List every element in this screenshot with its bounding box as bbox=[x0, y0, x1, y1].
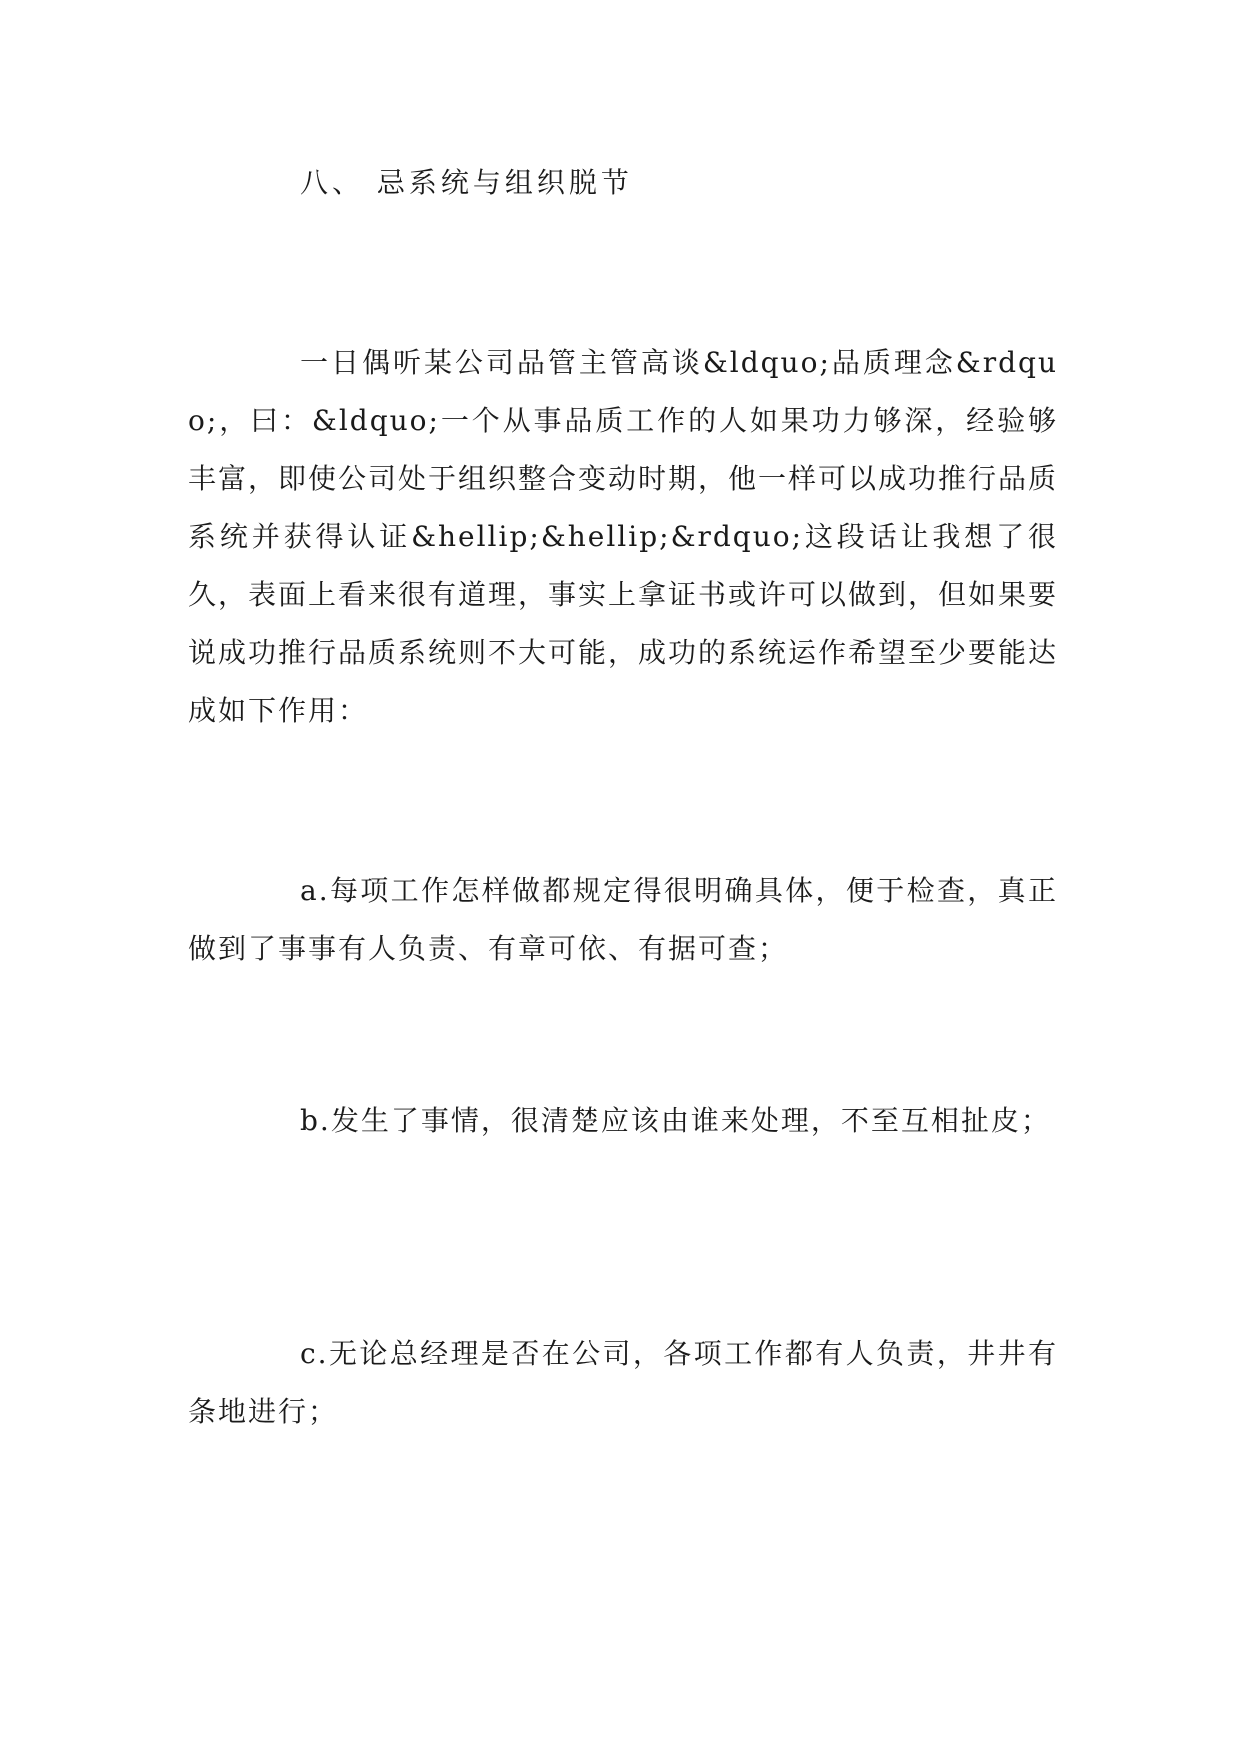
paragraph-item-a: a.每项工作怎样做都规定得很明确具体，便于检查，真正做到了事事有人负责、有章可依、有据可查； bbox=[188, 874, 1058, 965]
paragraph-intro: 一日偶听某公司品管主管高谈&ldquo;品质理念&rdquo;，曰：&ldquo;一个从事品质工作的人如果功力够深，经验够丰富，即使公司处于组织整合变动时期，他一样可以成功推行品质系统并获得认证&hellip;&hellip;&rdquo;这段话让我想了很久，表面上看来很有道理，事实上拿证书或许可以做到，但如果要说成功推行品质系统则不大可能，成功的系统运作希望至少要能达成如下作用： bbox=[188, 346, 1059, 727]
paragraph-item-c: c.无论总经理是否在公司，各项工作都有人负责，井井有条地进行； bbox=[188, 1337, 1058, 1428]
section-heading: 八、 忌系统与组织脱节 bbox=[300, 166, 633, 199]
paragraph-item-b: b.发生了事情，很清楚应该由谁来处理，不至互相扯皮； bbox=[300, 1104, 1051, 1137]
